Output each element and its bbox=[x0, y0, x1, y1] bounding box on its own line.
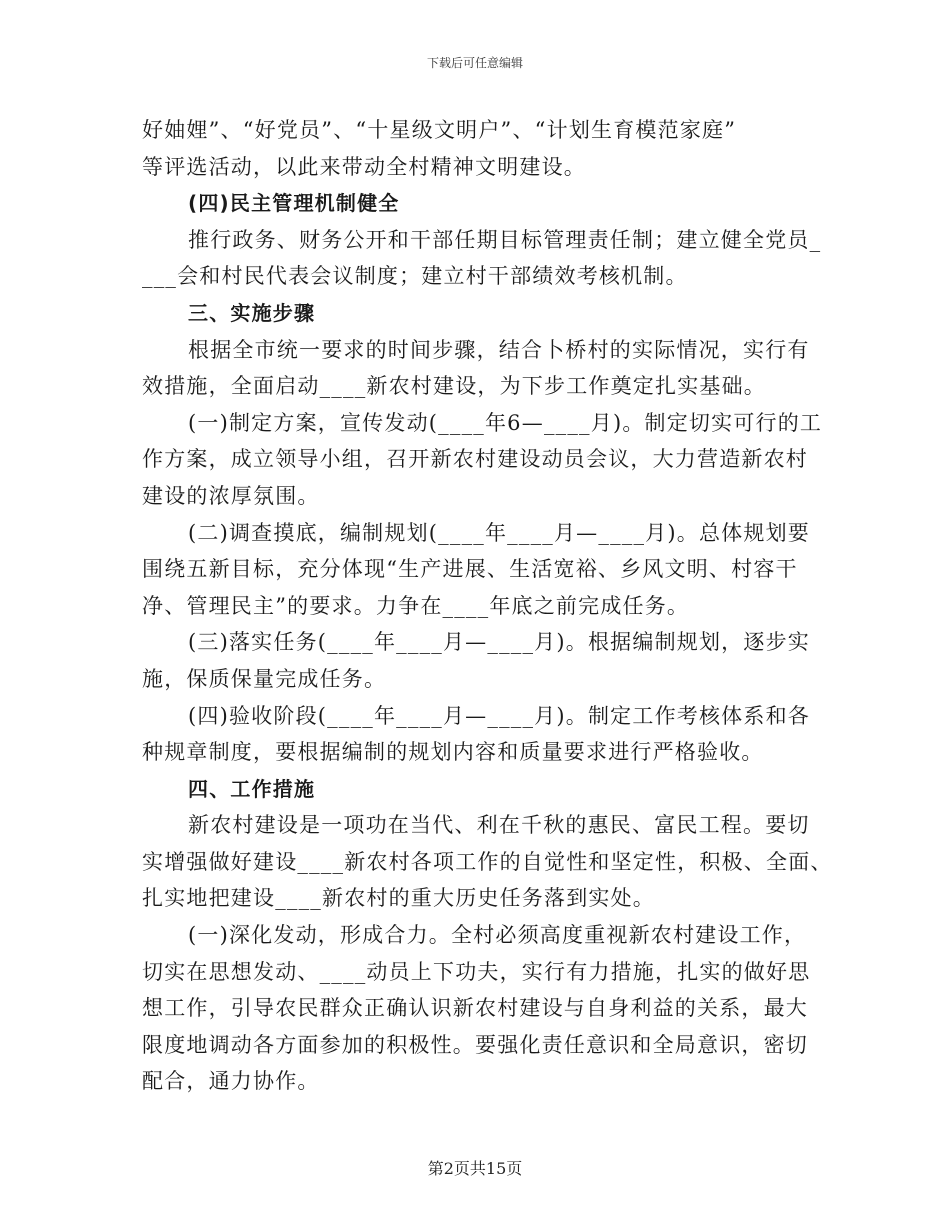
section-heading: 三、实施步骤 bbox=[188, 300, 316, 325]
text-line: 实增强做好建设____新农村各项工作的自觉性和坚定性，积极、全面、 bbox=[142, 849, 833, 874]
section-heading: 四、工作措施 bbox=[188, 776, 316, 801]
text-line: 施，保质保量完成任务。 bbox=[142, 666, 387, 691]
text-line: (一)制定方案，宣传发动(____年6—____月)。制定切实可行的工 bbox=[188, 410, 823, 435]
text-line: 切实在思想发动、____动员上下功夫，实行有力措施，扎实的做好思 bbox=[142, 959, 811, 984]
text-line: 建设的浓厚氛围。 bbox=[142, 483, 320, 508]
page-footer: 第2页共15页 bbox=[427, 1159, 523, 1178]
text-line: 净、管理民主”的要求。力争在____年底之前完成任务。 bbox=[142, 593, 690, 618]
text-line: ___会和村民代表会议制度；建立村干部绩效考核机制。 bbox=[142, 264, 688, 289]
text-line: 等评选活动，以此来带动全村精神文明建设。 bbox=[142, 154, 586, 179]
text-line: (四)验收阶段(____年____月—____月)。制定工作考核体系和各 bbox=[188, 703, 810, 728]
text-line: (一)深化发动，形成合力。全村必须高度重视新农村建设工作， bbox=[188, 923, 807, 948]
text-line: 种规章制度，要根据编制的规划内容和质量要求进行严格验收。 bbox=[142, 740, 764, 765]
text-line: 作方案，成立领导小组，召开新农村建设动员会议，大力营造新农村 bbox=[142, 447, 808, 472]
document-body bbox=[142, 112, 833, 1100]
text-line: 效措施，全面启动____新农村建设，为下步工作奠定扎实基础。 bbox=[142, 374, 766, 399]
text-line: 想工作，引导农民群众正确认识新农村建设与自身利益的关系，最大 bbox=[142, 996, 808, 1021]
text-line: 限度地调动各方面参加的积极性。要强化责任意识和全局意识，密切 bbox=[142, 1032, 808, 1057]
text-line: (三)落实任务(____年____月—____月)。根据编制规划，逐步实 bbox=[188, 630, 810, 655]
text-line: 根据全市统一要求的时间步骤，结合卜桥村的实际情况，实行有 bbox=[188, 337, 810, 362]
section-heading: (四)民主管理机制健全 bbox=[188, 191, 400, 216]
text-line: 扎实地把建设____新农村的重大历史任务落到实处。 bbox=[142, 886, 655, 911]
text-line: 新农村建设是一项功在当代、利在千秋的惠民、富民工程。要切 bbox=[188, 813, 810, 838]
text-line: 围绕五新目标，充分体现“生产进展、生活宽裕、乡风文明、村容干 bbox=[142, 557, 798, 582]
text-line: 好妯娌”、“好党员”、“十星级文明户”、“计划生育模范家庭” bbox=[142, 118, 737, 142]
text-line: (二)调查摸底，编制规划(____年____月—____月)。总体规划要 bbox=[188, 520, 810, 545]
page-header-note: 下载后可任意编辑 bbox=[426, 56, 523, 70]
text-line: 配合，通力协作。 bbox=[142, 1069, 320, 1094]
text-line: 推行政务、财务公开和干部任期目标管理责任制；建立健全党员_ bbox=[188, 227, 822, 252]
